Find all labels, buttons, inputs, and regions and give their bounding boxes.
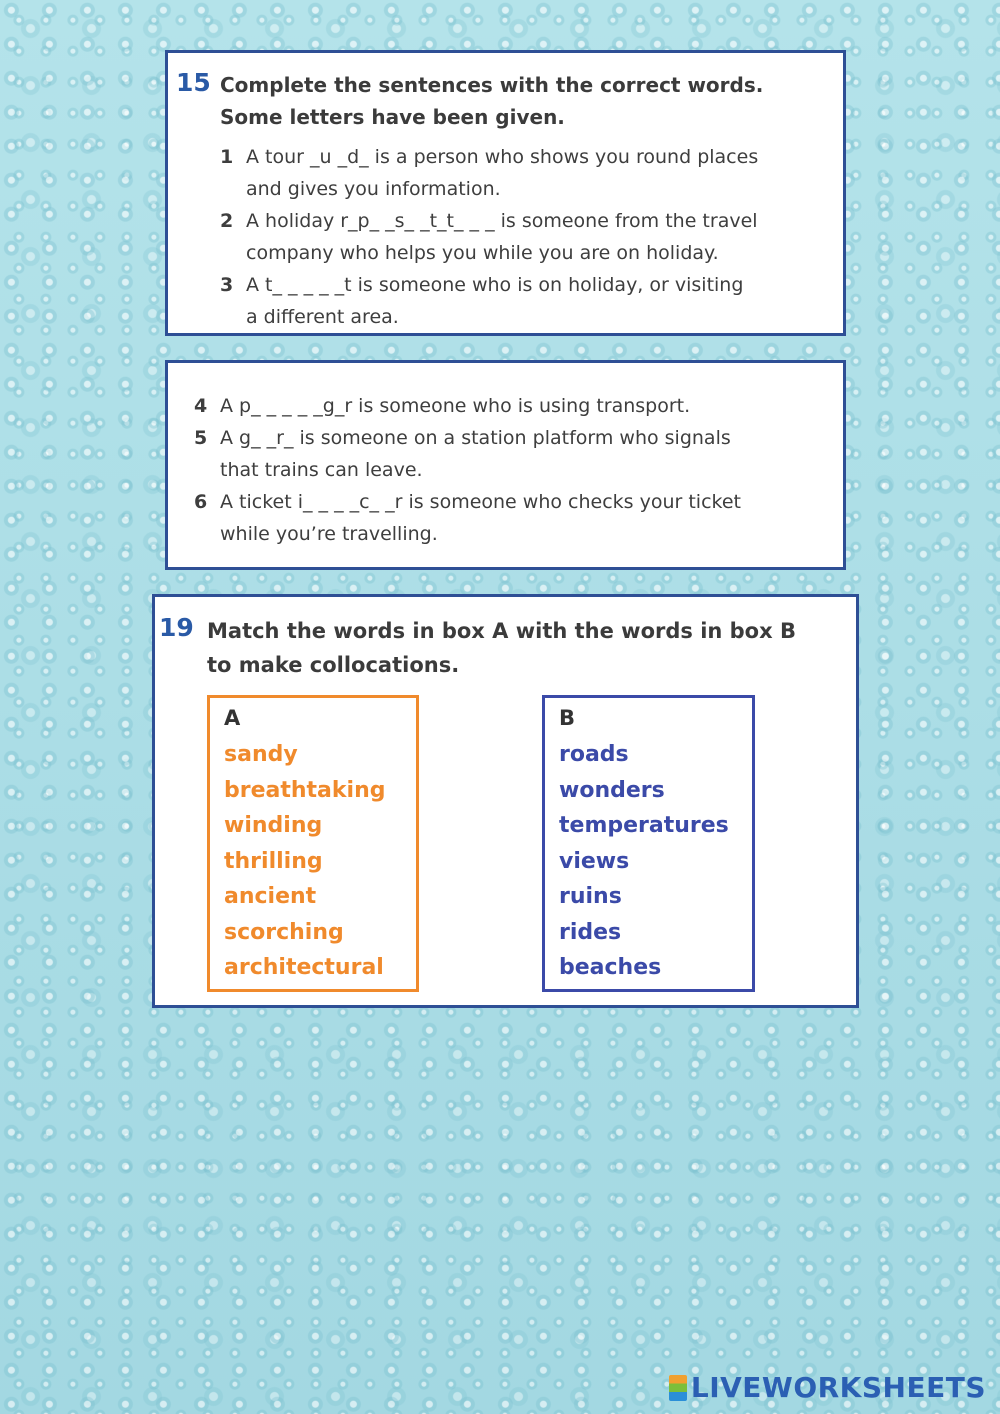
- exercise-19-panel: [152, 594, 859, 1008]
- box-label: A: [224, 706, 241, 730]
- word-a[interactable]: scorching: [224, 920, 344, 945]
- word-a[interactable]: winding: [224, 813, 323, 838]
- word-b[interactable]: views: [559, 849, 630, 874]
- word-b[interactable]: ruins: [559, 884, 622, 909]
- word-a[interactable]: architectural: [224, 955, 384, 980]
- word-a[interactable]: breathtaking: [224, 778, 386, 803]
- word-b[interactable]: rides: [559, 920, 622, 945]
- word-a[interactable]: thrilling: [224, 849, 323, 874]
- live-icon: [669, 1375, 687, 1401]
- exercise-number: 15: [176, 68, 211, 97]
- word-b[interactable]: beaches: [559, 955, 662, 980]
- exercise-15-panel: 15 Complete the sentences with the correct words. Some letters have been given. 1 A tour _u _d_ is a person who shows you round places and gives you information. 2 A holiday r_p_ _s_ _t_t_ _ _ is someone from the travel company who helps you while you are on holiday. 3 A t_ _ _ _ _t is someone who is on holiday, or visiting a different area.: [165, 50, 846, 336]
- word-b[interactable]: wonders: [559, 778, 665, 803]
- exercise-instruction: Complete the sentences with the correct words. Some letters have been given.: [220, 73, 764, 129]
- word-b[interactable]: temperatures: [559, 813, 729, 838]
- exercise-instruction: Match the words in box A with the words in box B to make collocations.: [207, 619, 796, 677]
- exercise-number: 19: [159, 613, 194, 642]
- box-label: B: [559, 706, 576, 730]
- word-box-a: [207, 695, 419, 992]
- word-b[interactable]: roads: [559, 742, 629, 767]
- word-a[interactable]: sandy: [224, 742, 298, 767]
- exercise-15-continued-panel: 4 A p_ _ _ _ _g_r is someone who is using transport. 5 A g_ _r_ is someone on a station platform who signals that trains can leave. 6 A ticket i_ _ _ _c_ _r is someone who checks your ticket while you’re travelling.: [165, 360, 846, 570]
- liveworksheets-logo: LIVEWORKSHEETS: [669, 1371, 986, 1404]
- word-a[interactable]: ancient: [224, 884, 317, 909]
- word-box-b: [542, 695, 755, 992]
